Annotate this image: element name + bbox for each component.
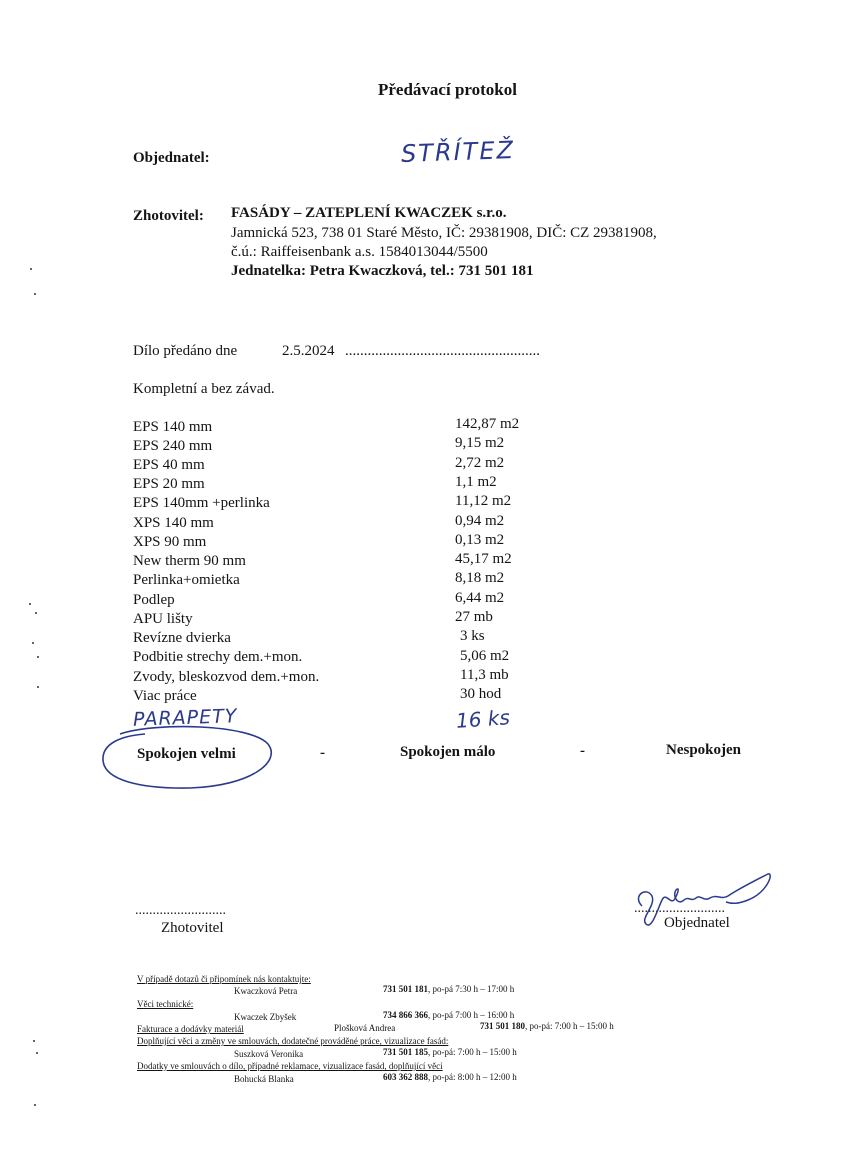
- contact-phone-line: [383, 1010, 514, 1021]
- item-name: EPS 20 mm: [133, 476, 205, 492]
- signature-line-contractor: ..........................: [135, 903, 226, 918]
- signature-label-contractor: Zhotovitel: [161, 920, 224, 936]
- item-name: XPS 90 mm: [133, 534, 207, 550]
- item-qty: 6,44 m2: [455, 590, 505, 606]
- item-name: Podbitie strechy dem.+mon.: [133, 649, 303, 665]
- item-qty: 3 ks: [460, 628, 485, 644]
- contact-section: Dodatky ve smlouvách o dílo, případné reklamace, vizualizace fasád, doplňující věci: [137, 1061, 443, 1071]
- contact-hours: , po-pá: 8:00 h – 12:00 h: [428, 1072, 517, 1082]
- item-name: Viac práce: [133, 688, 197, 704]
- item-qty: 30 hod: [460, 686, 502, 702]
- contact-phone-line: [383, 1072, 517, 1083]
- contact-phone: 731 501 180: [480, 1021, 525, 1031]
- contact-hours: , po-pá: 7:00 h – 15:00 h: [525, 1021, 614, 1031]
- objednatel-handwritten-value: STŘÍTEŽ: [400, 136, 516, 168]
- contact-name: Bohucká Blanka: [234, 1074, 294, 1084]
- handover-dots: ....................................................: [345, 343, 540, 359]
- contact-name: Kwaczek Zbyšek: [234, 1012, 297, 1022]
- item-qty: 5,06 m2: [460, 648, 510, 664]
- contact-name: Plošková Andrea: [334, 1023, 396, 1033]
- item-name: Zvody, bleskozvod dem.+mon.: [133, 669, 320, 685]
- contact-phone: 731 501 185: [383, 1047, 428, 1057]
- item-name: XPS 140 mm: [133, 515, 214, 531]
- contact-phone: 731 501 181: [383, 984, 428, 994]
- item-name: EPS 40 mm: [133, 457, 205, 473]
- contact-name: Kwaczková Petra: [234, 986, 298, 996]
- item-name: EPS 240 mm: [133, 438, 213, 454]
- item-qty: 11,3 mb: [460, 667, 509, 683]
- signature-label-client: Objednatel: [664, 915, 730, 931]
- item-qty: 0,13 m2: [455, 532, 505, 548]
- item-qty: 27 mb: [455, 609, 493, 625]
- zhotovitel-contact: Jednatelka: Petra Kwaczková, tel.: 731 501 181: [231, 263, 534, 279]
- signature-line-client: ..........................: [634, 901, 725, 916]
- handwritten-item-qty: 16 ks: [455, 705, 511, 733]
- contact-name: Suszková Veronika: [234, 1049, 304, 1059]
- item-qty: 1,1 m2: [455, 474, 497, 490]
- item-qty: 11,12 m2: [455, 493, 512, 509]
- contact-hours: , po-pá: 7:00 h – 15:00 h: [428, 1047, 517, 1057]
- document-title: Předávací protokol: [378, 80, 517, 99]
- zhotovitel-company: FASÁDY – ZATEPLENÍ KWACZEK s.r.o.: [231, 205, 507, 221]
- contact-section: Doplňující věci a změny ve smlouvách, dodatečné prováděné práce, vizualizace fasád:: [137, 1036, 449, 1046]
- item-qty: 2,72 m2: [455, 455, 505, 471]
- handover-date: 2.5.2024: [282, 343, 335, 359]
- contacts-heading: V případě dotazů či připomínek nás kontaktujte:: [137, 974, 311, 984]
- satisfaction-separator: -: [580, 743, 585, 759]
- satisfaction-option-not: Nespokojen: [666, 742, 742, 758]
- handover-label: Dílo předáno dne: [133, 343, 238, 359]
- item-name: APU lišty: [133, 611, 193, 627]
- statement: Kompletní a bez závad.: [133, 381, 275, 397]
- item-name: EPS 140mm +perlinka: [133, 495, 270, 511]
- contact-hours: , po-pá 7:30 h – 17:00 h: [428, 984, 515, 994]
- item-name: Revízne dvierka: [133, 630, 231, 646]
- zhotovitel-address: Jamnická 523, 738 01 Staré Město, IČ: 29381908, DIČ: CZ 29381908,: [231, 225, 657, 241]
- contact-phone: 603 362 888: [383, 1072, 428, 1082]
- satisfaction-separator: -: [320, 745, 325, 761]
- item-name: New therm 90 mm: [133, 553, 246, 569]
- item-qty: 9,15 m2: [455, 435, 505, 451]
- item-qty: 0,94 m2: [455, 513, 505, 529]
- item-name: Perlinka+omietka: [133, 572, 240, 588]
- satisfaction-option-little: Spokojen málo: [400, 744, 496, 760]
- satisfaction-option-very: Spokojen velmi: [137, 746, 236, 762]
- contact-section: Fakturace a dodávky materiál: [137, 1024, 244, 1034]
- zhotovitel-bank: č.ú.: Raiffeisenbank a.s. 1584013044/5500: [231, 244, 488, 260]
- contact-phone-line: [383, 984, 514, 995]
- item-qty: 8,18 m2: [455, 570, 505, 586]
- item-name: EPS 140 mm: [133, 419, 213, 435]
- contact-hours: , po-pá 7:00 h – 16:00 h: [428, 1010, 515, 1020]
- item-qty: 45,17 m2: [455, 551, 512, 567]
- objednatel-label: Objednatel:: [133, 150, 210, 166]
- contact-phone: 734 866 366: [383, 1010, 428, 1020]
- handwritten-item-name: PARAPETY: [132, 705, 238, 731]
- item-name: Podlep: [133, 592, 175, 608]
- zhotovitel-label: Zhotovitel:: [133, 208, 204, 224]
- item-qty: 142,87 m2: [455, 416, 520, 432]
- contact-phone-line: [383, 1047, 517, 1058]
- contact-phone-line: [480, 1021, 614, 1032]
- contact-section: Věci technické:: [137, 999, 194, 1009]
